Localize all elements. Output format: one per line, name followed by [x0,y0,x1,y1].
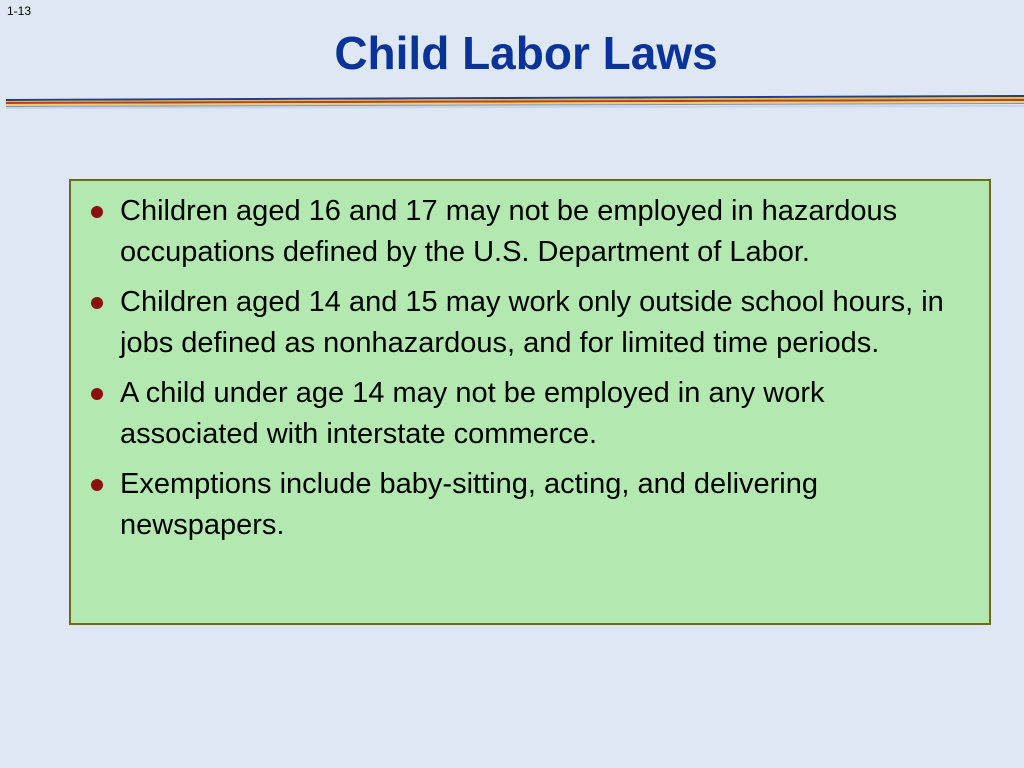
bullet-icon [91,297,103,309]
bullet-text: A child under age 14 may not be employed in any work associated with interstate commerce. [120,377,825,450]
bullet-text: Children aged 14 and 15 may work only outside school hours, in jobs defined as nonhazardous, and for limited time periods. [120,286,944,359]
bullet-icon [91,388,103,400]
bullet-item [91,191,969,273]
bullet-icon [91,479,103,491]
bullet-text: Exemptions include baby-sitting, acting, and delivering newspapers. [120,468,819,541]
content-box [69,179,991,625]
title-divider [6,95,1024,109]
slide-title: Child Labor Laws [334,27,718,79]
bullet-text: Children aged 16 and 17 may not be employed in hazardous occupations defined by the U.S. Department of Labor. [120,195,898,268]
bullet-list [91,191,969,546]
slide-number: 1-13 [7,4,32,18]
bullet-icon [91,206,103,218]
bullet-item [91,464,969,546]
bullet-item [91,282,969,364]
bullet-item [91,373,969,455]
